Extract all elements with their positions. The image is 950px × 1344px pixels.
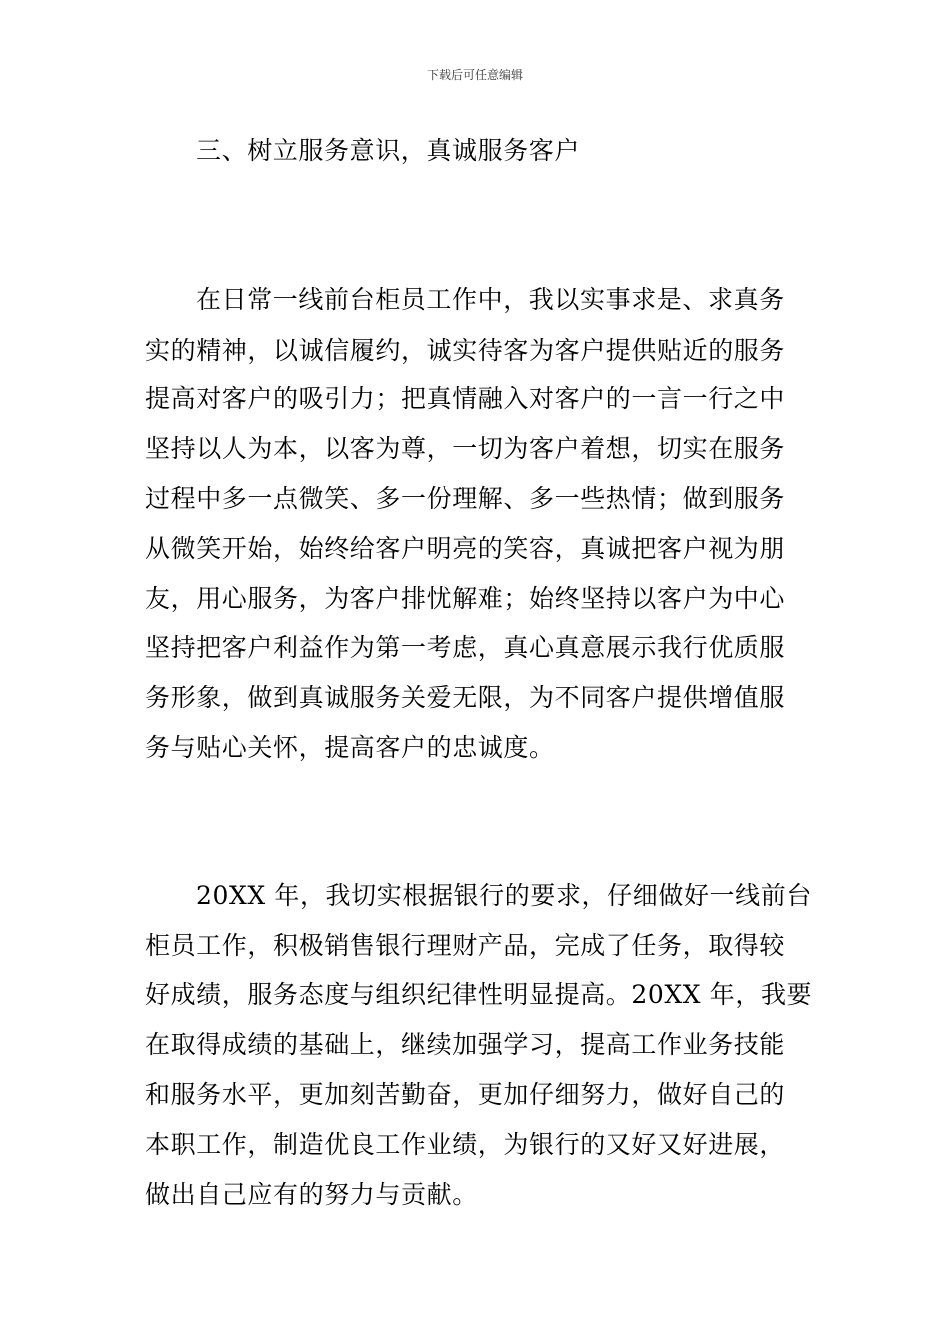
paragraph-line: 从微笑开始，始终给客户明亮的笑容，真诚把客户视为朋 — [145, 534, 786, 563]
paragraph-line: 坚持把客户利益作为第一考虑，真心真意展示我行优质服 — [145, 633, 786, 662]
paragraph-line: 务形象，做到真诚服务关爱无限，为不同客户提供增值服 — [145, 683, 786, 712]
page-header-note: 下载后可任意编辑 — [426, 68, 523, 82]
paragraph-line: 务与贴心关怀，提高客户的忠诚度。 — [145, 733, 555, 762]
paragraph-line: 在取得成绩的基础上，继续加强学习，提高工作业务技能 — [145, 1030, 786, 1059]
paragraph-line: 20XX 年，我切实根据银行的要求，仔细做好一线前台 — [196, 881, 812, 910]
paragraph-line: 提高对客户的吸引力；把真情融入对客户的一言一行之中 — [145, 384, 786, 413]
paragraph-line: 和服务水平，更加刻苦勤奋，更加仔细努力，做好自己的 — [145, 1080, 786, 1109]
paragraph-line: 好成绩，服务态度与组织纪律性明显提高。20XX 年，我要 — [145, 980, 813, 1009]
paragraph-line: 在日常一线前台柜员工作中，我以实事求是、求真务 — [196, 285, 785, 314]
paragraph-line: 友，用心服务，为客户排忧解难；始终坚持以客户为中心 — [145, 584, 786, 613]
paragraph-line: 实的精神，以诚信履约，诚实待客为客户提供贴近的服务 — [145, 336, 786, 365]
section-heading: 三、树立服务意识，真诚服务客户 — [196, 136, 581, 165]
paragraph-line: 做出自己应有的努力与贡献。 — [145, 1180, 478, 1209]
paragraph-line: 柜员工作，积极销售银行理财产品，完成了任务，取得较 — [145, 931, 786, 960]
paragraph-line: 本职工作，制造优良工作业绩，为银行的又好又好进展， — [145, 1130, 786, 1159]
paragraph-line: 过程中多一点微笑、多一份理解、多一些热情；做到服务 — [145, 484, 786, 513]
paragraph-line: 坚持以人为本，以客为尊，一切为客户着想，切实在服务 — [145, 434, 786, 463]
